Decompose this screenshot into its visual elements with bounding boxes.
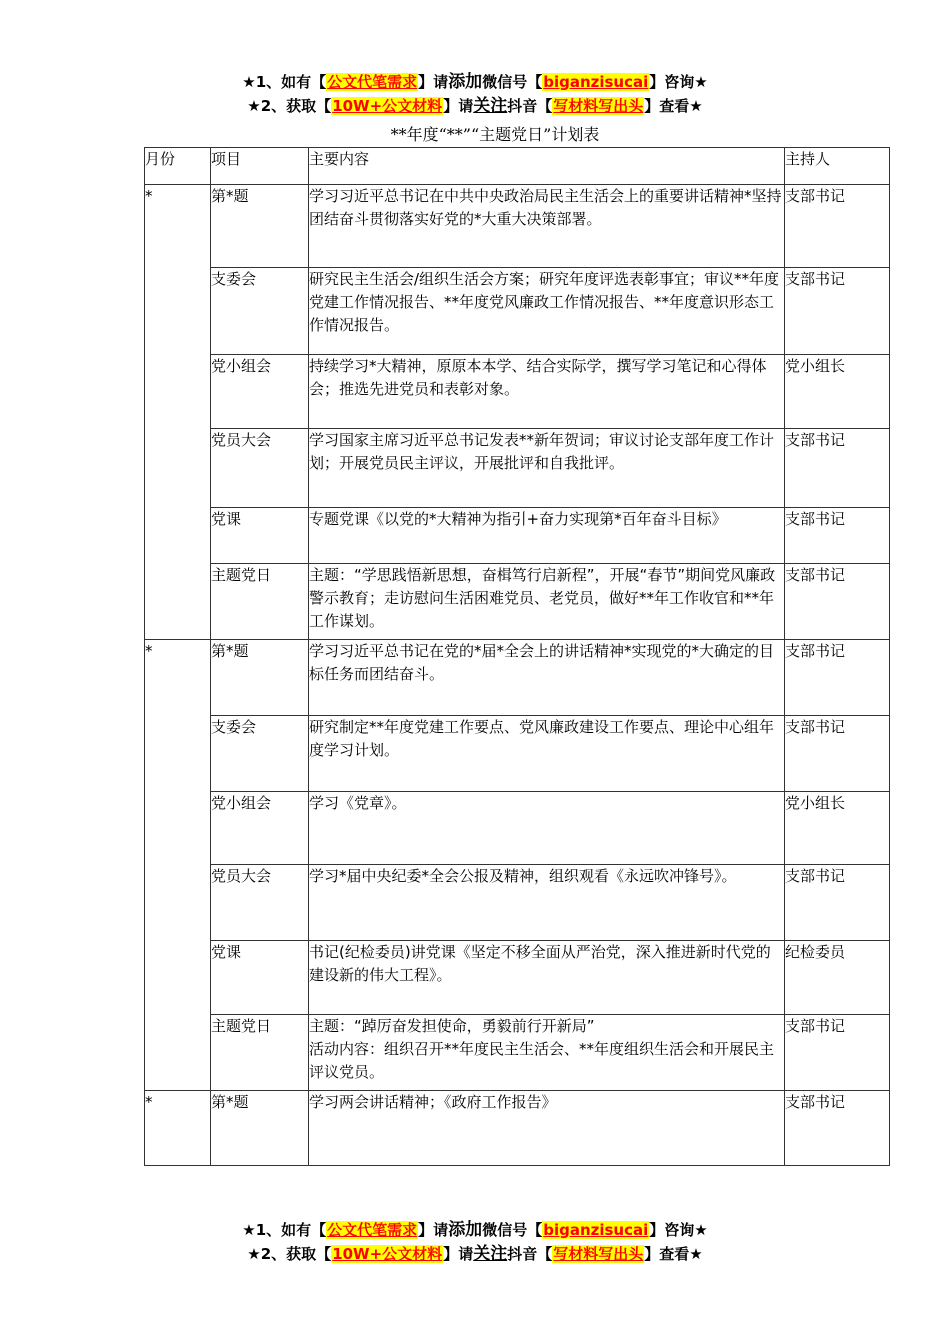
content-line: 学习习近平总书记在中共中央政治局民主生活会上的重要讲话精神*坚持团结奋斗贯彻落实好党的*大重大决策部署。 xyxy=(309,187,782,228)
table-row xyxy=(145,429,890,508)
promo-line-2: ★2、获取【10W+公文材料】请关注抖音【写材料写出头】查看★ xyxy=(247,1244,703,1264)
table-row xyxy=(145,1015,890,1091)
host-cell: 党小组长 xyxy=(785,792,890,865)
host-cell: 支部书记 xyxy=(785,185,890,268)
content-line: 持续学习*大精神，原原本本学、结合实际学，撰写学习笔记和心得体会；推选先进党员和表彰对象。 xyxy=(309,357,767,398)
table-row xyxy=(145,355,890,429)
promo-banner-top xyxy=(0,70,950,118)
content-line: 书记(纪检委员)讲党课《坚定不移全面从严治党，深入推进新时代党的建设新的伟大工程》。 xyxy=(309,943,771,984)
host-cell: 支部书记 xyxy=(785,1015,890,1091)
promo-banner-bottom xyxy=(0,1218,950,1266)
month-cell: * xyxy=(145,640,211,1091)
content-cell xyxy=(309,1015,785,1091)
host-cell: 支部书记 xyxy=(785,268,890,355)
wechat-service-highlight: 公文代笔需求 xyxy=(327,73,418,91)
item-cell: 党课 xyxy=(211,508,309,564)
host-cell: 支部书记 xyxy=(785,429,890,508)
item-cell: 第*题 xyxy=(211,640,309,716)
content-line: 研究民主生活会/组织生活会方案；研究年度评选表彰事宜；审议**年度党建工作情况报告、**年度党风廉政工作情况报告、**年度意识形态工作情况报告。 xyxy=(309,270,780,334)
table-row xyxy=(145,716,890,792)
host-cell: 支部书记 xyxy=(785,508,890,564)
content-line: 主题：“踔厉奋发担使命，勇毅前行开新局” xyxy=(309,1017,595,1035)
content-line: 学习《党章》。 xyxy=(309,794,407,812)
table-row xyxy=(145,268,890,355)
item-cell: 党课 xyxy=(211,941,309,1015)
content-cell xyxy=(309,564,785,640)
plan-table xyxy=(144,147,890,1166)
wechat-id-highlight: biganzisucai xyxy=(543,1221,649,1239)
content-cell xyxy=(309,429,785,508)
item-cell: 党小组会 xyxy=(211,355,309,429)
content-cell xyxy=(309,865,785,941)
wechat-service-highlight: 公文代笔需求 xyxy=(327,1221,418,1239)
content-cell xyxy=(309,268,785,355)
header-host: 主持人 xyxy=(785,148,890,185)
item-cell: 主题党日 xyxy=(211,1015,309,1091)
content-line: 专题党课《以党的*大精神为指引+奋力实现第*百年奋斗目标》 xyxy=(309,510,727,528)
item-cell: 党小组会 xyxy=(211,792,309,865)
promo-line-2: ★2、获取【10W+公文材料】请关注抖音【写材料写出头】查看★ xyxy=(247,96,703,116)
douyin-account-highlight: 写材料写出头 xyxy=(553,97,644,115)
host-cell: 纪检委员 xyxy=(785,941,890,1015)
content-line: 活动内容：组织召开**年度民主生活会、**年度组织生活会和开展民主评议党员。 xyxy=(309,1040,775,1081)
douyin-account-highlight: 写材料写出头 xyxy=(553,1245,644,1263)
host-cell: 支部书记 xyxy=(785,1091,890,1166)
content-cell xyxy=(309,941,785,1015)
header-item: 项目 xyxy=(211,148,309,185)
table-row xyxy=(145,865,890,941)
item-cell: 第*题 xyxy=(211,1091,309,1166)
content-cell xyxy=(309,185,785,268)
content-line: 研究制定**年度党建工作要点、党风廉政建设工作要点、理论中心组年度学习计划。 xyxy=(309,718,775,759)
promo-line-1: ★1、如有【公文代笔需求】请添加微信号【biganzisucai】咨询★ xyxy=(242,1220,708,1240)
header-content: 主要内容 xyxy=(309,148,785,185)
table-row xyxy=(145,185,890,268)
item-cell: 主题党日 xyxy=(211,564,309,640)
promo-line-1: ★1、如有【公文代笔需求】请添加微信号【biganzisucai】咨询★ xyxy=(242,72,708,92)
month-cell: * xyxy=(145,1091,211,1166)
content-line: 学习两会讲话精神；《政府工作报告》 xyxy=(309,1093,557,1111)
table-row xyxy=(145,564,890,640)
content-line: 主题：“学思践悟新思想，奋楫笃行启新程”，开展“春节”期间党风廉政警示教育；走访慰问生活困难党员、老党员，做好**年工作收官和**年工作谋划。 xyxy=(309,566,776,630)
table-row xyxy=(145,1091,890,1166)
content-cell xyxy=(309,640,785,716)
item-cell: 支委会 xyxy=(211,268,309,355)
content-line: 学习习近平总书记在党的*届*全会上的讲话精神*实现党的*大确定的目标任务而团结奋斗。 xyxy=(309,642,775,683)
table-row xyxy=(145,640,890,716)
item-cell: 第*题 xyxy=(211,185,309,268)
table-row xyxy=(145,941,890,1015)
item-cell: 党员大会 xyxy=(211,429,309,508)
document-title: **年度“**”“主题党日”计划表 xyxy=(390,125,600,144)
materials-highlight: 10W+公文材料 xyxy=(332,1245,443,1263)
table-row xyxy=(145,792,890,865)
month-cell: * xyxy=(145,185,211,640)
table-header-row xyxy=(145,148,890,185)
table-row xyxy=(145,508,890,564)
content-cell xyxy=(309,716,785,792)
content-cell xyxy=(309,355,785,429)
host-cell: 支部书记 xyxy=(785,564,890,640)
item-cell: 支委会 xyxy=(211,716,309,792)
content-cell xyxy=(309,1091,785,1166)
header-month: 月份 xyxy=(145,148,211,185)
wechat-id-highlight: biganzisucai xyxy=(543,73,649,91)
host-cell: 党小组长 xyxy=(785,355,890,429)
materials-highlight: 10W+公文材料 xyxy=(332,97,443,115)
host-cell: 支部书记 xyxy=(785,716,890,792)
host-cell: 支部书记 xyxy=(785,640,890,716)
item-cell: 党员大会 xyxy=(211,865,309,941)
content-line: 学习国家主席习近平总书记发表**新年贺词；审议讨论支部年度工作计划；开展党员民主评议，开展批评和自我批评。 xyxy=(309,431,775,472)
host-cell: 支部书记 xyxy=(785,865,890,941)
content-line: 学习*届中央纪委*全会公报及精神，组织观看《永远吹冲锋号》。 xyxy=(309,867,737,885)
content-cell xyxy=(309,508,785,564)
content-cell xyxy=(309,792,785,865)
